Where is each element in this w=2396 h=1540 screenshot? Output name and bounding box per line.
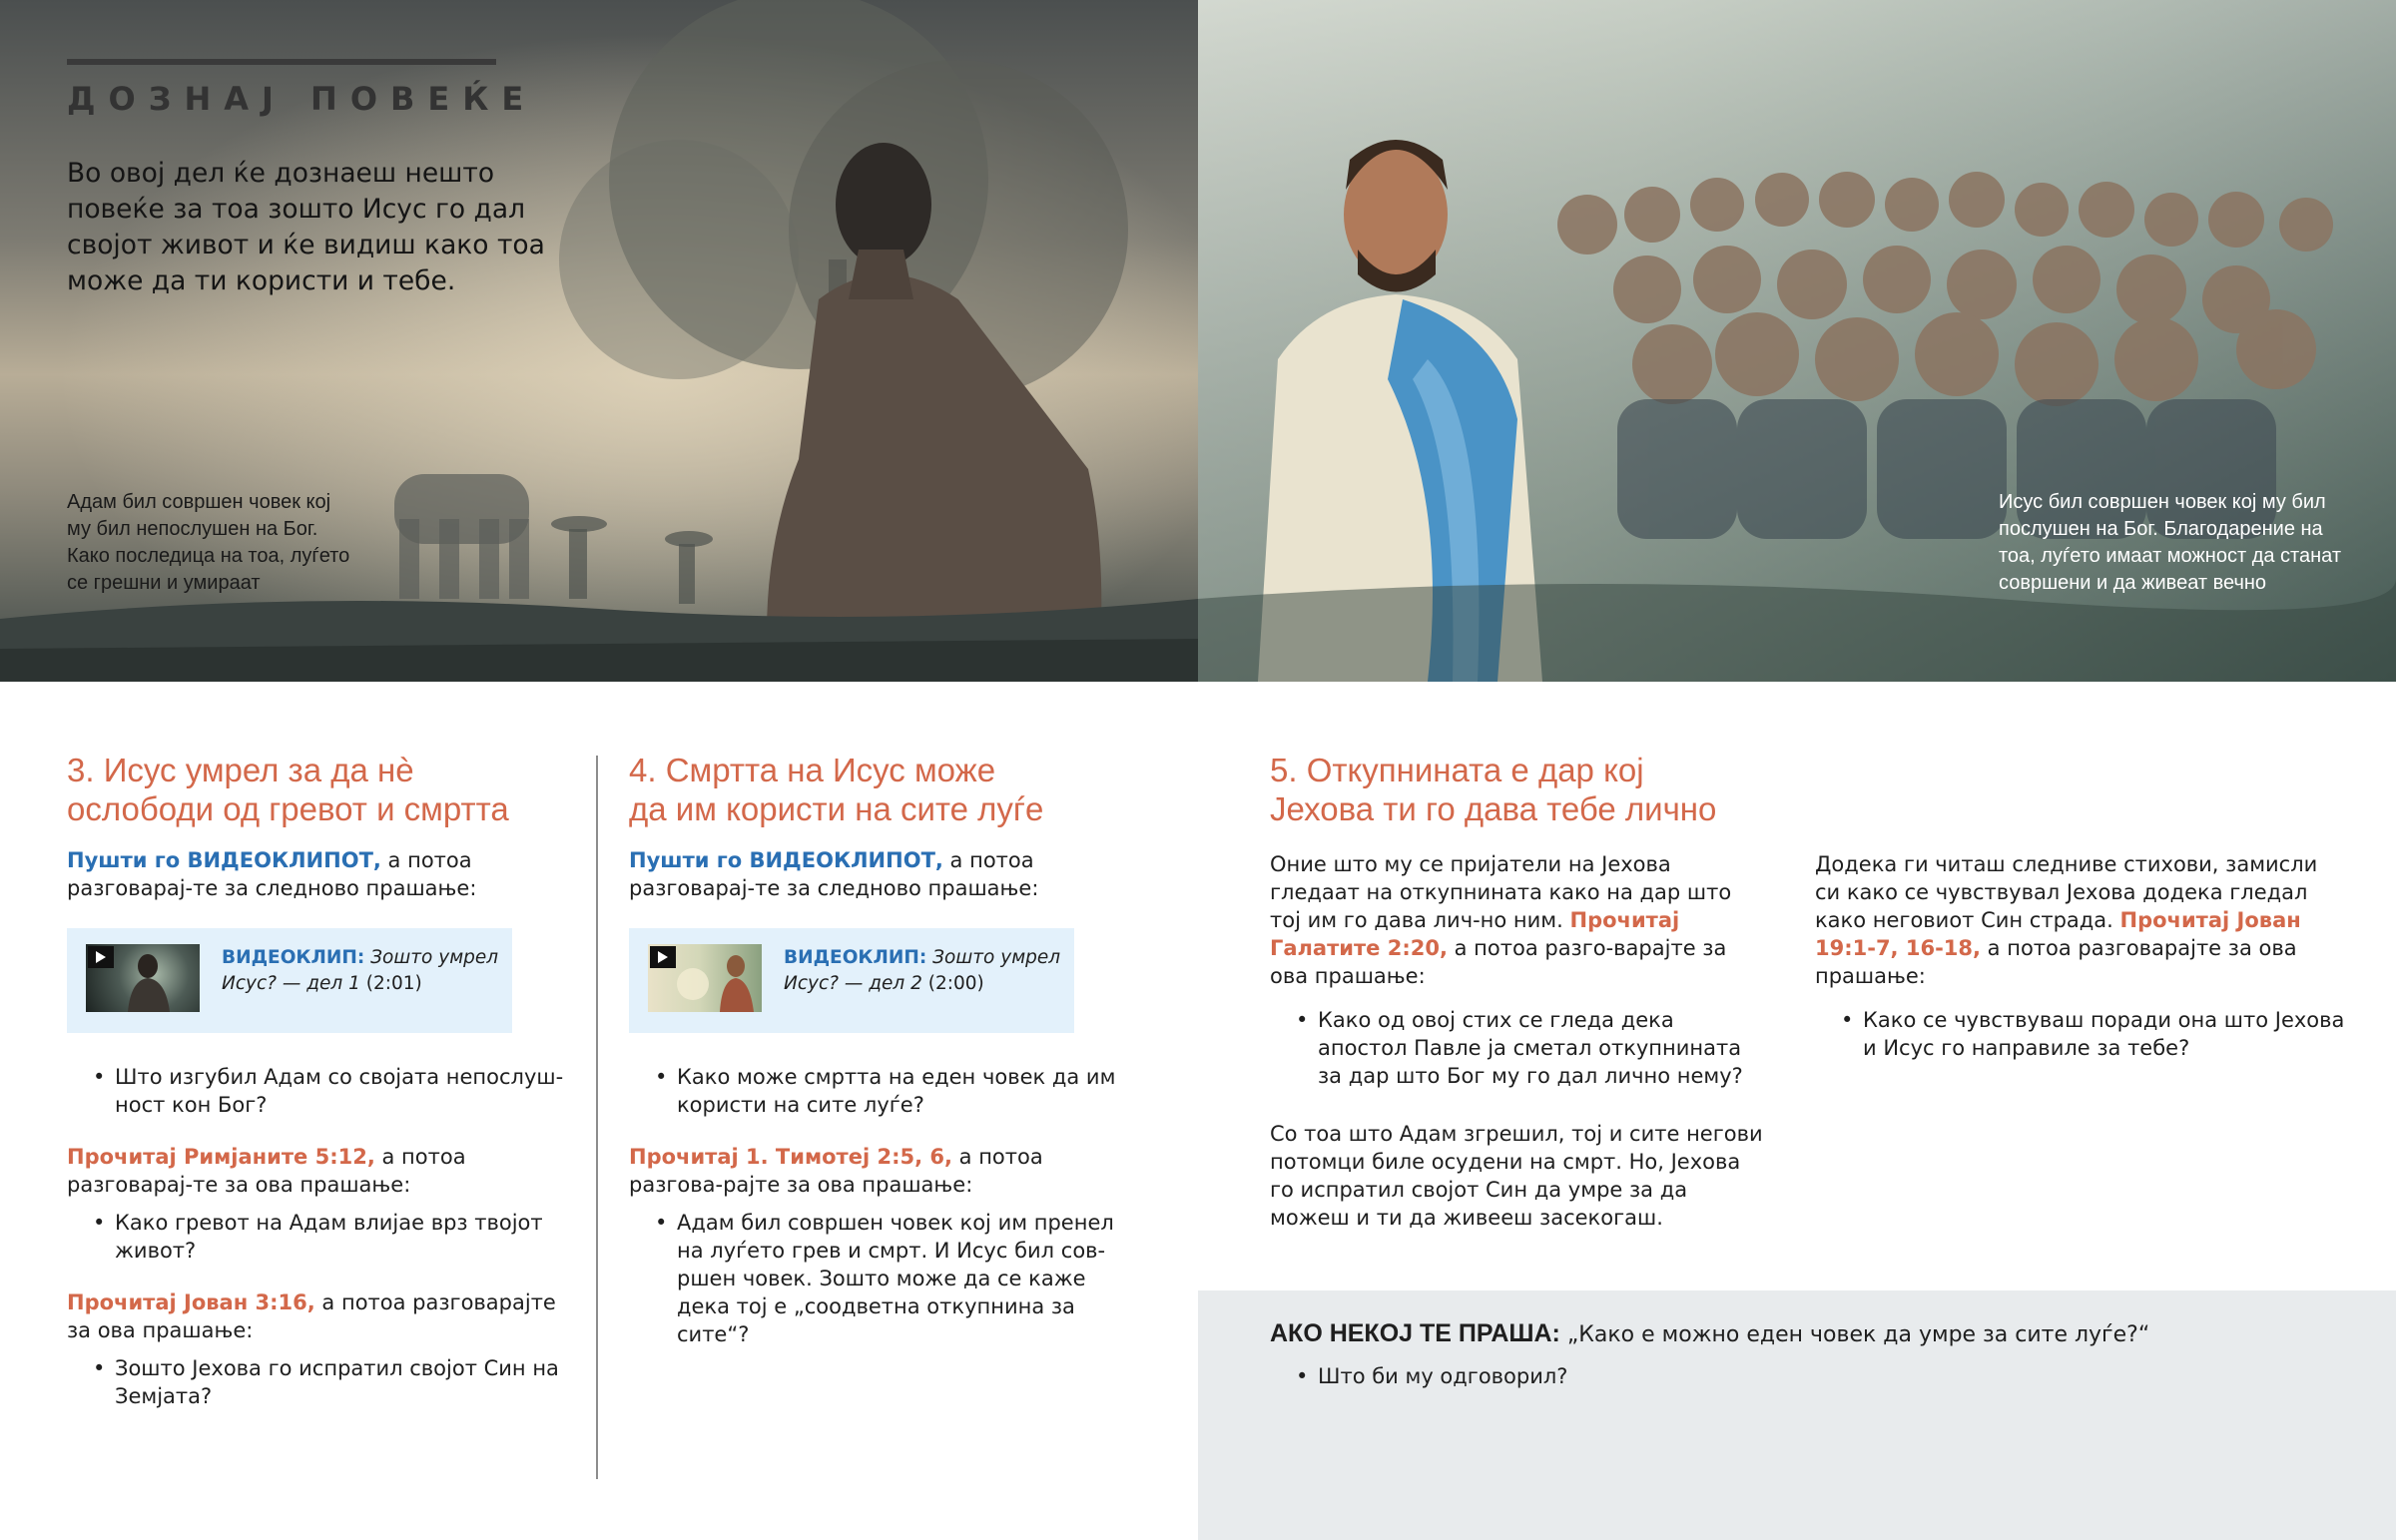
question-bullet: [629, 1063, 1128, 1119]
video-title: Зошто умрел Исус? — дел 1: [222, 947, 499, 994]
question-bullet: [629, 1209, 1128, 1348]
question-text: Како може смртта на еден човек да им користи на сите луѓе?: [677, 1065, 1116, 1117]
bullet-icon: •: [655, 1065, 668, 1089]
bullet-icon: •: [93, 1065, 106, 1089]
read-instruction: [67, 1143, 576, 1199]
scripture-reference[interactable]: Прочитај Јован 3:16,: [67, 1290, 315, 1314]
video-info-part2: [784, 945, 1063, 997]
learn-more-intro: Во овој дел ќе дознаеш нешто повеќе за тоа зошто Исус го дал својот живот и ќе видиш како тоа може да ти користи и тебе.: [67, 158, 545, 296]
section-3: [67, 751, 576, 1410]
play-icon[interactable]: [650, 946, 676, 968]
scripture-reference[interactable]: Прочитај Галатите 2:20,: [1270, 908, 1680, 960]
bullet-icon: •: [1296, 1008, 1309, 1032]
bullet-icon: •: [93, 1356, 106, 1380]
scripture-reference[interactable]: Прочитај Римјаните 5:12,: [67, 1145, 375, 1169]
section-4-play-instruction: [629, 846, 1128, 902]
bullet-icon: •: [655, 1211, 668, 1235]
section-5-right-intro: [1815, 850, 2349, 990]
read-instruction-text: а потоа разгова-рајте за ова прашање:: [629, 1145, 1043, 1197]
question-bullet: [67, 1209, 576, 1265]
video-duration: (2:01): [365, 973, 422, 994]
video-thumbnail-part2[interactable]: [648, 944, 762, 1012]
section-4-title: [629, 751, 1128, 828]
intro-text-end: а потоа разговарајте за ова прашање:: [1815, 936, 2297, 988]
caption-adam: Адам бил совршен човек кој му бил непослушен на Бог. Како последица на тоа, луѓето се грешни и умираат: [67, 491, 350, 594]
scripture-reference[interactable]: Прочитај 1. Тимотеј 2:5, 6,: [629, 1145, 952, 1169]
bullet-icon: •: [93, 1211, 106, 1235]
bullet-icon: •: [1296, 1364, 1309, 1388]
question-bullet: [67, 1354, 576, 1410]
caption-jesus: Исус бил совршен човек кој му бил послушен на Бог. Благодарение на тоа, луѓето имаат можност да станат совршени и да живеат вечно: [1999, 491, 2341, 594]
question-text: Зошто Јехова го испратил својот Син на Земјата?: [115, 1356, 559, 1408]
video-info-part1: [222, 945, 501, 997]
read-instruction-text: а потоа разговарај-те за ова прашање:: [67, 1145, 466, 1197]
section-5-paragraph: Со тоа што Адам згрешил, тој и сите негови потомци биле осудени на смрт. Но, Јехова го испратил својот Син да умре за да можеш и ти да живееш засекогаш.: [1270, 1122, 1763, 1230]
scripture-reference[interactable]: Прочитај Јован 19:1-7, 16-18,: [1815, 908, 2301, 960]
section-4-title-line1: 4. Смртта на Исус може: [629, 752, 996, 788]
video-thumbnail-part1[interactable]: [86, 944, 200, 1012]
play-icon[interactable]: [88, 946, 114, 968]
section-4: [629, 751, 1128, 1348]
video-label: ВИДЕОКЛИП:: [784, 947, 927, 968]
ask-question-line: [1270, 1318, 2149, 1350]
intro-text: Оние што му се пријатели на Јехова гледаат на откупнината како на дар што тој им го дава лич-но ним.: [1270, 852, 1732, 932]
intro-text-end: а потоа разго-варајте за ова прашање:: [1270, 936, 1727, 988]
question-text: Адам бил совршен човек кој им пренел на луѓето грев и смрт. И Исус бил сов-ршен човек. Зошто може да се каже дека тој е „соодветна откупнина за сите“?: [677, 1211, 1114, 1346]
section-5-title-line1: 5. Откупнината е дар кој: [1270, 752, 1644, 788]
section-4-title-line2: да им користи на сите луѓе: [629, 790, 1044, 827]
section-3-play-instruction: [67, 846, 576, 902]
section-5-intro: [1270, 850, 1764, 990]
question-bullet: [1815, 1006, 2349, 1062]
intro-text: Додека ги читаш следниве стихови, замисли си како се чувствувал Јехова додека гледал како неговиот Син страда.: [1815, 852, 2318, 932]
read-instruction: [67, 1288, 576, 1344]
learn-more-rule: [67, 59, 496, 65]
video-duration: (2:00): [927, 973, 984, 994]
section-3-title: [67, 751, 576, 828]
section-5: [1270, 751, 2348, 828]
section-5-title-line2: Јехова ти го дава тебе лично: [1270, 790, 1717, 827]
video-card-part1[interactable]: [67, 928, 512, 1033]
question-bullet: [1270, 1006, 1764, 1090]
ask-lead: АКО НЕКОЈ ТЕ ПРАША:: [1270, 1319, 1560, 1347]
column-divider: [596, 756, 598, 1479]
section-5-right-column: [1815, 850, 2349, 1062]
section-5-title: [1270, 751, 2348, 828]
play-instruction-text: а потоа разговарај-те за следново прашање:: [67, 848, 477, 900]
question-text: Како од овој стих се гледа дека апостол Павле ја сметал откупнината за дар што Бог му го дал лично нему?: [1318, 1008, 1743, 1088]
section-3-title-line2: ослободи од гревот и смртта: [67, 790, 509, 827]
video-label: ВИДЕОКЛИП:: [222, 947, 365, 968]
if-someone-asks-box: [1198, 1290, 2396, 1540]
video-title: Зошто умрел Исус? — дел 2: [784, 947, 1061, 994]
read-instruction-text: а потоа разговарајте за ова прашање:: [67, 1290, 556, 1342]
question-text: Што би му одговорил?: [1318, 1364, 1568, 1388]
question-text: Што изгубил Адам со својата непослуш-ност кон Бог?: [115, 1065, 564, 1117]
play-instruction-text: а потоа разговарај-те за следново прашање:: [629, 848, 1039, 900]
question-bullet: [67, 1063, 576, 1119]
play-video-link[interactable]: Пушти го ВИДЕОКЛИПОТ,: [67, 848, 381, 872]
section-5-left-column: [1270, 850, 1764, 1232]
play-video-link[interactable]: Пушти го ВИДЕОКЛИПОТ,: [629, 848, 943, 872]
learn-more-title: ДОЗНАЈ ПОВЕЌЕ: [67, 80, 537, 118]
ask-question: „Како е можно еден човек да умре за сите луѓе?“: [1559, 1322, 2150, 1347]
question-text: Како се чувствуваш поради она што Јехова и Исус го направиле за тебе?: [1863, 1008, 2345, 1060]
question-text: Како гревот на Адам влијае врз твојот живот?: [115, 1211, 543, 1263]
read-instruction: [629, 1143, 1128, 1199]
section-3-title-line1: 3. Исус умрел за да нè: [67, 752, 414, 788]
video-card-part2[interactable]: [629, 928, 1074, 1033]
question-bullet: [1270, 1362, 1567, 1390]
bullet-icon: •: [1841, 1008, 1854, 1032]
